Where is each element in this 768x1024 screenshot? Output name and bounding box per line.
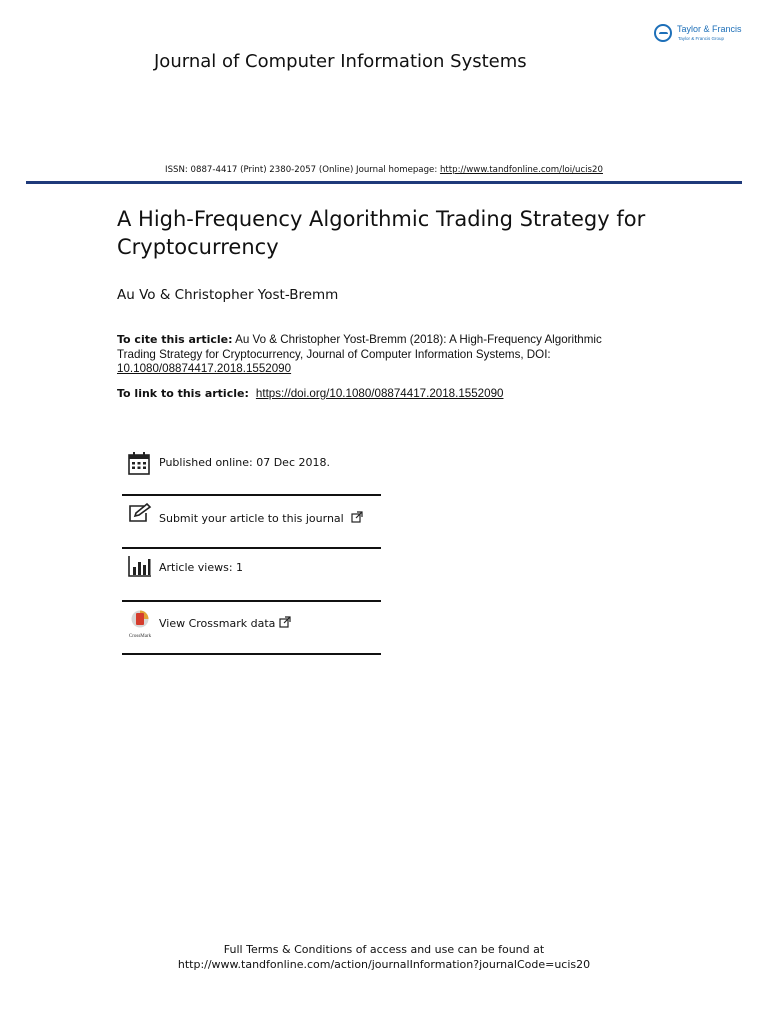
published-online-row (122, 446, 381, 498)
journal-homepage-link[interactable]: http://www.tandfonline.com/loi/ucis20 (439, 165, 603, 175)
crossmark-icon (126, 610, 154, 638)
cite-text: Au Vo & Christopher Yost-Bremm (2018): A High-Frequency Algorithmic Trading Strategy for Cryptocurrency, Journal of Computer Information Systems, DOI: (117, 333, 602, 361)
publisher-logo[interactable] (654, 22, 754, 48)
crossmark-row[interactable] (122, 602, 381, 654)
taylor-francis-logo-icon (654, 24, 672, 42)
publisher-name: Taylor & Francis (677, 24, 742, 34)
submit-article-link[interactable]: Submit your article to this journal (159, 511, 363, 525)
journal-title: Journal of Computer Information Systems (154, 51, 527, 72)
article-title: A High-Frequency Algorithmic Trading Strategy for Cryptocurrency (117, 207, 646, 259)
cite-label: To cite this article: (117, 333, 233, 346)
calendar-icon (128, 451, 150, 475)
article-views-text: Article views: 1 (159, 561, 244, 574)
issn-line (0, 165, 768, 175)
citation-block (117, 333, 637, 377)
bar-chart-icon (128, 555, 152, 577)
link-label: To link to this article: (117, 387, 253, 400)
header-divider (26, 181, 742, 184)
cite-doi-link[interactable]: 10.1080/08874417.2018.1552090 (117, 362, 292, 375)
footer-terms-text: Full Terms & Conditions of access and use can be found at (223, 943, 545, 956)
link-block (117, 387, 637, 402)
article-doi-link[interactable]: https://doi.org/10.1080/08874417.2018.1552090 (255, 387, 504, 400)
issn-text: ISSN: 0887-4417 (Print) 2380-2057 (Online) Journal homepage: (165, 165, 440, 175)
article-views-row (122, 549, 381, 601)
article-authors: Au Vo & Christopher Yost-Bremm (117, 287, 339, 303)
info-divider (122, 653, 381, 655)
footer-terms-link[interactable]: http://www.tandfonline.com/action/journalInformation?journalCode=ucis20 (177, 958, 591, 971)
crossmark-caption: CrossMark (128, 634, 152, 639)
crossmark-link[interactable]: View Crossmark data (159, 616, 291, 630)
edit-icon (128, 503, 152, 523)
submit-article-row[interactable] (122, 496, 381, 548)
publisher-group: Taylor & Francis Group (678, 36, 725, 41)
published-online-text: Published online: 07 Dec 2018. (159, 456, 330, 469)
external-link-icon (351, 511, 363, 523)
external-link-icon (279, 616, 291, 628)
